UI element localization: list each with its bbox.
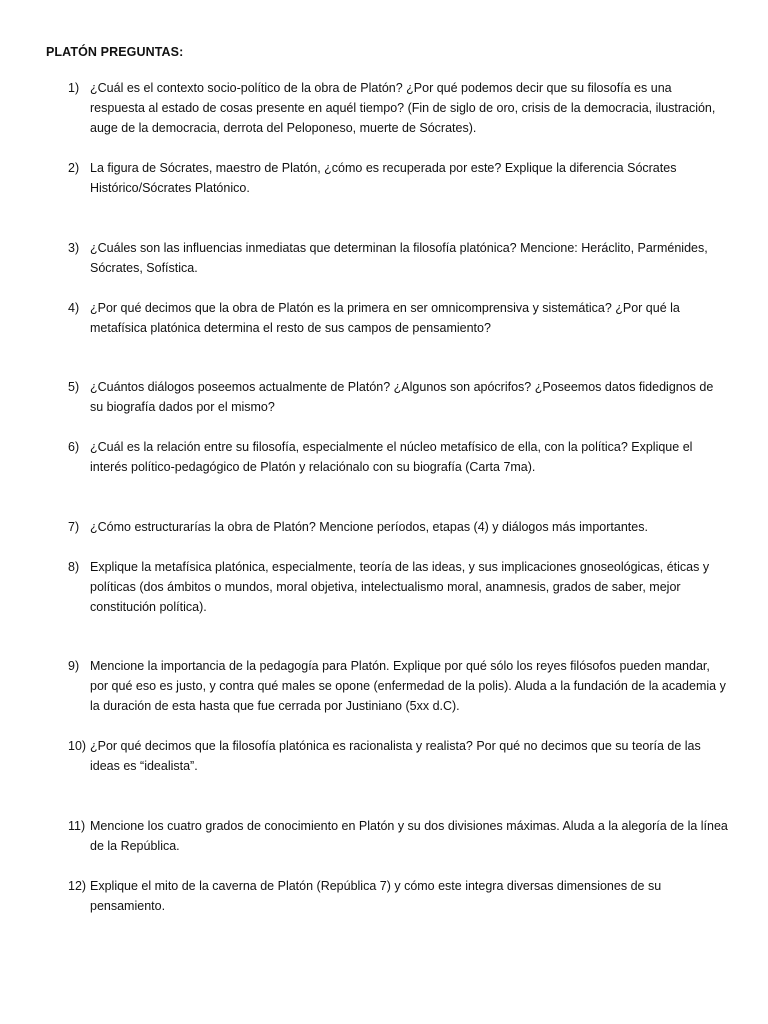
question-text: ¿Cuáles son las influencias inmediatas que determinan la filosofía platónica? Mencione: Heráclito, Parménides, Sócrates, Sofística. [90,241,708,275]
question-item [68,517,728,537]
question-number: 7) [68,520,80,534]
question-text: La figura de Sócrates, maestro de Platón, ¿cómo es recuperada por este? Explique la diferencia Sócrates Histórico/Sócrates Platónico. [90,161,677,195]
question-number: 4) [68,301,80,315]
question-number: 1) [68,81,80,95]
question-item [68,238,728,278]
question-text: ¿Cuántos diálogos poseemos actualmente de Platón? ¿Algunos son apócrifos? ¿Poseemos datos fidedignos de su biografía dados por el mismo? [90,380,714,414]
question-item [68,78,728,138]
question-item [68,298,728,338]
question-number: 3) [68,241,80,255]
question-text: ¿Cómo estructurarías la obra de Platón? Mencione períodos, etapas (4) y diálogos más importantes. [90,520,648,534]
question-number: 6) [68,440,80,454]
question-number: 8) [68,560,80,574]
question-item [68,736,728,776]
question-number: 10) [68,739,87,753]
question-text: Explique la metafísica platónica, especialmente, teoría de las ideas, y sus implicaciones gnoseológicas, éticas y políticas (dos ámbitos o mundos, moral objetiva, intelectualismo moral, anamnesis, grados de saber, mejor constitución política). [90,560,710,614]
question-text: ¿Por qué decimos que la obra de Platón es la primera en ser omnicomprensiva y sistemática? ¿Por qué la metafísica platónica determina el resto de sus campos de pensamiento? [90,301,680,335]
question-text: ¿Cuál es el contexto socio-político de la obra de Platón? ¿Por qué podemos decir que su filosofía es una respuesta al estado de cosas presente en aquél tiempo? (Fin de siglo de oro, crisis de la democracia, ilustración, auge de la democracia, derrota del Peloponeso, muerte de Sócrates). [90,81,716,135]
question-item [68,557,728,617]
question-number: 9) [68,659,80,673]
question-number: 2) [68,161,80,175]
document-title: PLATÓN PREGUNTAS: [46,45,184,59]
question-number: 12) [68,879,87,893]
question-number: 5) [68,380,80,394]
question-text: Mencione los cuatro grados de conocimiento en Platón y su dos divisiones máximas. Aluda a la alegoría de la línea de la República. [90,819,728,853]
question-item [68,876,728,916]
question-text: Mencione la importancia de la pedagogía para Platón. Explique por qué sólo los reyes filósofos pueden mandar, por qué eso es justo, y contra qué males se opone (enfermedad de la polis). Aluda a la fundación de la academia y la duración de esta hasta que fue cerrada por Justiniano (5xx d.C). [90,659,726,713]
question-item [68,816,728,856]
question-item [68,158,728,198]
question-text: ¿Cuál es la relación entre su filosofía, especialmente el núcleo metafísico de ella, con la política? Explique el interés político-pedagógico de Platón y relaciónalo con su biografía (Carta 7ma). [90,440,693,474]
question-text: ¿Por qué decimos que la filosofía platónica es racionalista y realista? Por qué no decimos que su teoría de las ideas es “idealista”. [90,739,701,773]
question-item [68,377,728,417]
question-number: 11) [68,819,86,833]
question-item [68,437,728,477]
question-item [68,656,728,716]
question-text: Explique el mito de la caverna de Platón (República 7) y cómo este integra diversas dimensiones de su pensamiento. [90,879,662,913]
